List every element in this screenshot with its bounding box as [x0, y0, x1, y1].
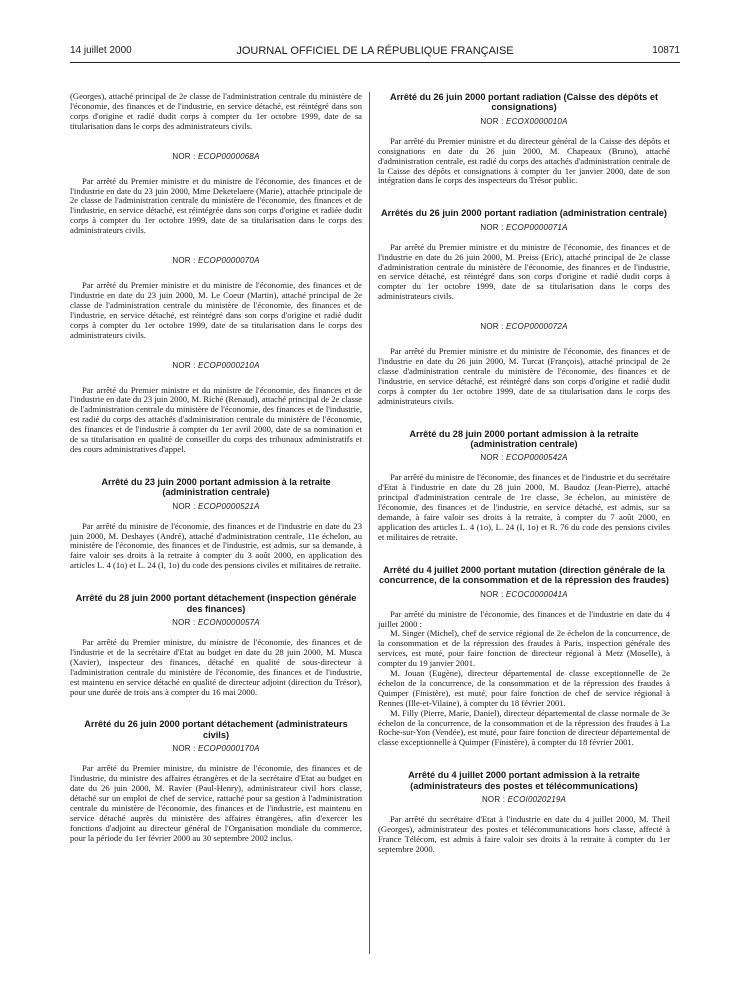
nor-code: ECOX0000010A	[506, 116, 568, 126]
paragraph: M. Jouan (Eugène), directeur départemental de classe exceptionnelle de 2e échelon de la concurrence, de la consommation et de la répression des fraudes à Quimper (Finistère), est muté, pour faire fonction de chef de service régional à Rennes (Ille-et-Vilaine), à compter du 18 février 2001.	[378, 668, 670, 708]
nor-label: NOR :	[480, 322, 504, 332]
nor-label: NOR :	[481, 795, 506, 805]
paragraph: Par arrêté du Premier ministre et du directeur général de la Caisse des dépôts et consignations en date du 26 juin 2000, M. Chapeaux (Bruno), attaché d'administration centrale, est radié du corps des attachés d'administration centrale de la Caisse des dépôts et consignations à compter du 1er janvier 2000, date de son intégration dans le corps des inspecteurs du Trésor public.	[378, 135, 670, 186]
nor-code: ECOP0000170A	[198, 744, 260, 754]
paragraph: Par arrêté du Premier ministre, du ministre de l'économie, des finances et de l'industrie, du ministre des affaires étrangères et de la secrétaire d'Etat au budget en date du 26 juin 2000, M. Ravier (Paul-Henry), administrateur civil hors classe, détaché sur un emploi de chef de service, rattaché pour sa gestion à l'administration centrale du ministère de l'économie, des finances et de l'industrie, est maintenu en service détaché auprès du ministère des affaires étrangères, afin d'exercer les fonctions d'adjoint au directeur général de l'Organisation mondiale du commerce, pour la période du 1er février 2000 au 30 septembre 2002 inclus.	[70, 763, 362, 843]
nor-reference	[70, 152, 362, 161]
nor-label: NOR :	[480, 222, 504, 232]
header-page-number: 10871	[652, 45, 680, 56]
nor-reference	[378, 795, 670, 804]
nor-reference	[378, 117, 670, 126]
paragraph: (Georges), attaché principal de 2e classe de l'administration centrale du ministère de l'économie, des finances et de l'industrie, en service détaché, est réintégré dans son corps d'origine et radié dudit corps à compter du 1er octobre 1999, date de sa titularisation dans le corps des administrateurs civils.	[70, 91, 362, 131]
paragraph: Par arrêté du ministre de l'économie, des finances et de l'industrie et du secrétaire d'Etat à l'industrie en date du 28 juin 2000, M. Baudoz (Jean-Pierre), attaché principal d'administration centrale de 1re classe, 3e échelon, au ministère de l'économie, des finances et de l'industrie, en service détaché, est admis, sur sa demande, à faire valoir ses droits à la retraite, à compter du 7 août 2000, en application des articles L. 4 (1o), L. 24 (I, 1o) et R. 76 du code des pensions civiles et militaires de retraite.	[378, 472, 670, 542]
nor-reference	[70, 256, 362, 265]
nor-code: ECON0000057A	[197, 618, 260, 627]
nor-code: ECOP0000070A	[198, 256, 260, 266]
nor-reference	[70, 502, 362, 511]
left-column	[70, 92, 362, 844]
section-title: Arrêté du 26 juin 2000 portant radiation (Caisse des dépôts et consignations)	[389, 92, 659, 113]
section-title: Arrêté du 28 juin 2000 portant admission à la retraite (administration centrale)	[409, 428, 639, 450]
paragraph: Par arrêté du secrétaire d'Etat à l'industrie en date du 4 juillet 2000, M. Theil (Georges), administrateur des postes et télécommunications hors classe, affecté à France Télécom, est admis à faire valoir ses droits à la retraite à compter du 1er septembre 2000.	[378, 814, 670, 854]
header-date: 14 juillet 2000	[70, 45, 132, 56]
nor-code: ECOP0000072A	[506, 322, 568, 332]
nor-code: ECOI0020219A	[507, 795, 567, 805]
paragraph: Par arrêté du Premier ministre et du ministre de l'économie, des finances et de l'industrie en date du 23 juin 2000, M. Riché (Renaud), attaché principal de 2e classe de l'administration centrale du ministère de l'économie, des finances et de l'industrie, est radié du corps des attachés d'administration centrale du ministère de l'économie, des finances et de l'industrie à compter du 1er avril 2000, date de sa nomination et de sa titularisation en qualité de conseiller du corps des tribunaux administratifs et des cours administratives d'appel.	[70, 384, 362, 454]
right-column	[378, 92, 670, 855]
nor-label: NOR :	[172, 744, 196, 754]
section-title: Arrêté du 26 juin 2000 portant détachement (administrateurs civils)	[84, 719, 348, 740]
section-title: Arrêté du 23 juin 2000 portant admission à la retraite (administration centrale)	[101, 476, 331, 498]
nor-code: ECOP0000521A	[198, 501, 260, 511]
header-journal-title: JOURNAL OFFICIEL DE LA RÉPUBLIQUE FRANÇAISE	[236, 45, 514, 57]
nor-label: NOR :	[172, 360, 196, 370]
nor-reference	[70, 744, 362, 753]
paragraph: Par arrêté du Premier ministre et du ministre de l'économie, des finances et de l'industrie en date du 26 juin 2000, M. Preiss (Eric), attaché principal de 2e classe d'administration centrale du ministère de l'économie, des finances et de l'industrie, en service détaché, est réintégré dans son corps d'origine et radié dudit corps à compter du 1er octobre 1999, date de sa titularisation dans le corps des administrateurs civils.	[378, 241, 670, 302]
nor-label: NOR :	[480, 589, 504, 599]
section-title: Arrêtés du 26 juin 2000 portant radiation (administration centrale)	[381, 208, 667, 219]
nor-reference	[70, 361, 362, 370]
paragraph: Par arrêté du Premier ministre, du ministre de l'économie, des finances et de l'industrie et de la secrétaire d'Etat au budget en date du 28 juin 2000, M. Musca (Xavier), inspecteur des finances, détaché en qualité de sous-directeur à l'administration centrale du ministère de l'économie, des finances et de l'industrie, est maintenu en service détaché en qualité de directeur adjoint (direction du Trésor), pour une durée de trois ans à compter du 16 mai 2000.	[70, 637, 362, 697]
running-header	[70, 45, 680, 61]
nor-label: NOR :	[480, 116, 504, 126]
nor-code: ECOP0000071A	[506, 222, 568, 232]
nor-code: ECOP0000542A	[506, 453, 568, 463]
nor-label: NOR :	[172, 501, 196, 511]
nor-label: NOR :	[172, 256, 196, 266]
paragraph: Par arrêté du Premier ministre et du ministre de l'économie, des finances et de l'industrie en date du 23 juin 2000, M. Le Coeur (Martin), attaché principal de 2e classe de l'administration centrale du ministère de l'économie, des finances et de l'industrie, en service détaché, est réintégré dans son corps d'origine et radié dudit corps à compter du 1er octobre 1999, date de sa titularisation dans le corps des administrateurs civils.	[70, 280, 362, 340]
nor-reference	[378, 322, 670, 331]
nor-label: NOR :	[172, 151, 196, 161]
nor-reference	[378, 453, 670, 462]
section-title: Arrêté du 4 juillet 2000 portant mutation (direction générale de la concurrence, de la consommation et de la répression des fraudes)	[378, 564, 669, 586]
paragraph: Par arrêté du Premier ministre et du ministre de l'économie, des finances et de l'industrie en date du 23 juin 2000, Mme Deketelaere (Marie), attachée principale de 2e classe de l'administration centrale du ministère de l'économie, des finances et de l'industrie, en service détaché, est réintégrée dans son corps d'origine et radiée dudit corps à compter du 1er octobre 1999, date de sa titularisation dans le corps des administrateurs civils.	[70, 175, 362, 236]
paragraph: M. Singer (Michel), chef de service régional de 2e échelon de la concurrence, de la consommation et de la répression des fraudes à Paris, inspection générale des services, est muté, pour faire fonction de directeur régional à Metz (Moselle), à compter du 19 janvier 2001.	[378, 628, 670, 669]
nor-code: ECOC0000041A	[505, 589, 568, 599]
nor-label: NOR :	[480, 453, 504, 463]
nor-reference	[70, 618, 362, 627]
nor-label: NOR :	[172, 618, 196, 627]
section-title: Arrêté du 4 juillet 2000 portant admission à la retraite (administrateurs des postes et télécommunications)	[408, 770, 640, 791]
column-divider	[369, 92, 370, 954]
nor-code: ECOP0000068A	[198, 151, 260, 161]
section-title: Arrêté du 28 juin 2000 portant détachement (inspection générale des finances)	[75, 593, 357, 614]
header-rule	[70, 62, 680, 63]
nor-code: ECOP0000210A	[198, 360, 260, 370]
paragraph: Par arrêté du Premier ministre et du ministre de l'économie, des finances et de l'industrie en date du 26 juin 2000, M. Turcat (François), attaché principal de 2e classe d'administration centrale du ministère de l'économie, des finances et de l'industrie, en service détaché, est réintégré dans son corps d'origine et radié dudit corps à compter du 1er octobre 1999, date de sa titularisation dans le corps des administrateurs civils.	[378, 346, 670, 406]
paragraph: Par arrêté du ministre de l'économie, des finances et de l'industrie en date du 23 juin 2000, M. Deshayes (André), attaché d'administration centrale, 11e échelon, au ministère de l'économie, des finances et de l'industrie, est admis, sur sa demande, à faire valoir ses droits à la retraite à compter du 3 août 2000, en application des articles L. 4 (1o) et L. 24 (I, 1o) du code des pensions civiles et militaires de retraite.	[70, 520, 362, 571]
paragraph: Par arrêté du ministre de l'économie, des finances et de l'industrie en date du 4 juillet 2000 :	[378, 608, 670, 629]
nor-reference	[378, 223, 670, 232]
nor-reference	[378, 590, 670, 599]
paragraph: M. Filly (Pierre, Marie, Daniel), directeur départemental de classe normale de 3e échelon de la concurrence, de la consommation et de la répression des fraudes à La Roche-sur-Yon (Vendée), est muté, pour faire fonction de directeur départemental de classe exceptionnelle à Quimper (Finistère), à compter du 18 février 2001.	[378, 707, 670, 748]
